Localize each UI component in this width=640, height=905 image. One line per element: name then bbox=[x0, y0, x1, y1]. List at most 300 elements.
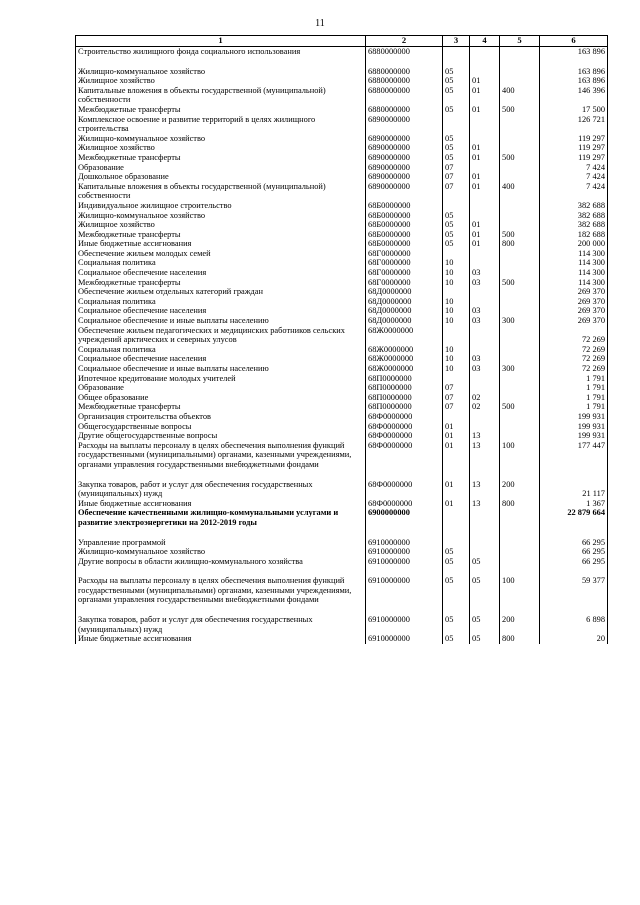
row-section: 05 bbox=[443, 615, 470, 634]
row-code: 6890000000 bbox=[366, 143, 443, 153]
table-row bbox=[76, 306, 608, 316]
table-row bbox=[76, 105, 608, 115]
row-amount: 126 721 bbox=[540, 115, 608, 134]
row-name: Межбюджетные трансферты bbox=[76, 105, 366, 115]
table-row bbox=[76, 354, 608, 364]
row-subsection: 01 bbox=[470, 76, 500, 86]
table-row bbox=[76, 220, 608, 230]
table-row bbox=[76, 134, 608, 144]
row-subsection bbox=[470, 547, 500, 557]
table-row bbox=[76, 499, 608, 509]
row-expense-type: 500 bbox=[500, 278, 540, 288]
row-section bbox=[443, 374, 470, 384]
row-subsection bbox=[470, 538, 500, 548]
spacer-cell bbox=[470, 528, 500, 538]
row-amount: 72 269 bbox=[540, 345, 608, 355]
row-subsection: 13 bbox=[470, 499, 500, 509]
row-subsection bbox=[470, 374, 500, 384]
row-amount: 382 688 bbox=[540, 220, 608, 230]
row-section bbox=[443, 115, 470, 134]
row-amount: 199 931 bbox=[540, 431, 608, 441]
row-section: 05 bbox=[443, 230, 470, 240]
row-subsection bbox=[470, 249, 500, 259]
row-name: Социальная политика bbox=[76, 345, 366, 355]
row-name: Социальное обеспечение и иные выплаты населению bbox=[76, 364, 366, 374]
table-row bbox=[76, 441, 608, 470]
spacer-cell bbox=[500, 470, 540, 480]
row-amount: 114 300 bbox=[540, 278, 608, 288]
row-subsection: 01 bbox=[470, 143, 500, 153]
row-subsection: 01 bbox=[470, 86, 500, 105]
row-subsection bbox=[470, 115, 500, 134]
spacer-cell bbox=[540, 470, 608, 480]
spacer-cell bbox=[540, 528, 608, 538]
row-name: Жилищное хозяйство bbox=[76, 220, 366, 230]
row-code: 68Г0000000 bbox=[366, 278, 443, 288]
row-section: 07 bbox=[443, 163, 470, 173]
row-expense-type: 200 bbox=[500, 615, 540, 634]
row-expense-type bbox=[500, 163, 540, 173]
column-header: 6 bbox=[540, 36, 608, 47]
row-amount: 163 896 bbox=[540, 76, 608, 86]
row-expense-type bbox=[500, 172, 540, 182]
table-row bbox=[76, 297, 608, 307]
row-expense-type bbox=[500, 431, 540, 441]
row-section: 07 bbox=[443, 383, 470, 393]
row-code: 68Д0000000 bbox=[366, 297, 443, 307]
row-expense-type bbox=[500, 393, 540, 403]
row-expense-type bbox=[500, 374, 540, 384]
row-expense-type bbox=[500, 412, 540, 422]
row-amount: 7 424 bbox=[540, 163, 608, 173]
row-section bbox=[443, 508, 470, 527]
row-section: 05 bbox=[443, 239, 470, 249]
spacer-row bbox=[76, 57, 608, 67]
row-subsection: 03 bbox=[470, 268, 500, 278]
spacer-cell bbox=[540, 605, 608, 615]
row-code: 68Ф0000000 bbox=[366, 422, 443, 432]
row-subsection: 01 bbox=[470, 220, 500, 230]
row-name: Иные бюджетные ассигнования bbox=[76, 239, 366, 249]
table-row bbox=[76, 211, 608, 221]
row-name: Комплексное освоение и развитие территорий в целях жилищного строительства bbox=[76, 115, 366, 134]
row-code: 68Д0000000 bbox=[366, 316, 443, 326]
row-section: 01 bbox=[443, 422, 470, 432]
table-row bbox=[76, 547, 608, 557]
row-code: 68Ф0000000 bbox=[366, 431, 443, 441]
row-subsection: 01 bbox=[470, 239, 500, 249]
row-expense-type bbox=[500, 354, 540, 364]
row-amount: 163 896 bbox=[540, 67, 608, 77]
row-code: 6890000000 bbox=[366, 172, 443, 182]
row-expense-type bbox=[500, 287, 540, 297]
row-expense-type bbox=[500, 220, 540, 230]
row-amount: 177 447 bbox=[540, 441, 608, 470]
row-code: 6880000000 bbox=[366, 76, 443, 86]
table-row bbox=[76, 431, 608, 441]
table-row bbox=[76, 538, 608, 548]
row-expense-type: 500 bbox=[500, 230, 540, 240]
row-subsection: 05 bbox=[470, 615, 500, 634]
row-subsection bbox=[470, 67, 500, 77]
row-section: 05 bbox=[443, 576, 470, 605]
row-name: Социальное обеспечение населения bbox=[76, 306, 366, 316]
row-code: 6880000000 bbox=[366, 47, 443, 57]
table-row bbox=[76, 615, 608, 634]
row-expense-type bbox=[500, 422, 540, 432]
row-name: Капитальные вложения в объекты государственной (муниципальной) собственности bbox=[76, 86, 366, 105]
row-name: Межбюджетные трансферты bbox=[76, 278, 366, 288]
table-row bbox=[76, 153, 608, 163]
row-amount: 114 300 bbox=[540, 268, 608, 278]
row-section: 05 bbox=[443, 547, 470, 557]
row-name: Социальное обеспечение и иные выплаты населению bbox=[76, 316, 366, 326]
row-expense-type bbox=[500, 134, 540, 144]
row-amount: 119 297 bbox=[540, 153, 608, 163]
spacer-cell bbox=[500, 528, 540, 538]
row-section: 05 bbox=[443, 76, 470, 86]
row-name: Социальная политика bbox=[76, 258, 366, 268]
budget-table bbox=[75, 35, 608, 644]
row-section: 07 bbox=[443, 393, 470, 403]
table-row bbox=[76, 86, 608, 105]
row-expense-type: 300 bbox=[500, 364, 540, 374]
spacer-cell bbox=[443, 57, 470, 67]
row-expense-type bbox=[500, 76, 540, 86]
row-expense-type bbox=[500, 306, 540, 316]
row-section: 10 bbox=[443, 316, 470, 326]
row-name: Расходы на выплаты персоналу в целях обеспечения выполнения функций государственными (муниципальными) органами, казенными учреждениями, органами управления государственными внебюджетными фондами bbox=[76, 441, 366, 470]
row-section: 10 bbox=[443, 306, 470, 316]
spacer-cell bbox=[366, 470, 443, 480]
spacer-cell bbox=[540, 57, 608, 67]
row-expense-type bbox=[500, 143, 540, 153]
row-code: 6910000000 bbox=[366, 557, 443, 567]
spacer-cell bbox=[366, 57, 443, 67]
spacer-cell bbox=[470, 605, 500, 615]
row-section bbox=[443, 201, 470, 211]
row-expense-type: 800 bbox=[500, 634, 540, 644]
row-section: 10 bbox=[443, 297, 470, 307]
row-amount: 66 295 bbox=[540, 538, 608, 548]
row-subsection: 03 bbox=[470, 278, 500, 288]
table-row bbox=[76, 345, 608, 355]
row-amount: 182 688 bbox=[540, 230, 608, 240]
table-row bbox=[76, 393, 608, 403]
row-expense-type bbox=[500, 345, 540, 355]
row-name: Обеспечение качественными жилищно-коммунальными услугами и развитие электроэнергетики на 2012-2019 годы bbox=[76, 508, 366, 527]
row-amount: 114 300 bbox=[540, 258, 608, 268]
spacer-row bbox=[76, 470, 608, 480]
row-expense-type: 800 bbox=[500, 239, 540, 249]
row-name: Дошкольное образование bbox=[76, 172, 366, 182]
spacer-cell bbox=[76, 470, 366, 480]
row-name: Образование bbox=[76, 163, 366, 173]
row-code: 6910000000 bbox=[366, 615, 443, 634]
row-code: 68Б0000000 bbox=[366, 230, 443, 240]
row-name: Капитальные вложения в объекты государственной (муниципальной) собственности bbox=[76, 182, 366, 201]
row-section: 07 bbox=[443, 182, 470, 201]
spacer-cell bbox=[366, 528, 443, 538]
row-section: 01 bbox=[443, 499, 470, 509]
row-section: 01 bbox=[443, 480, 470, 499]
row-name: Межбюджетные трансферты bbox=[76, 153, 366, 163]
spacer-cell bbox=[443, 528, 470, 538]
row-code: 68Г0000000 bbox=[366, 258, 443, 268]
row-expense-type bbox=[500, 508, 540, 527]
row-amount: 7 424 bbox=[540, 172, 608, 182]
row-code: 6890000000 bbox=[366, 163, 443, 173]
row-amount: 72 269 bbox=[540, 364, 608, 374]
row-code: 68Б0000000 bbox=[366, 239, 443, 249]
row-code: 68Ж0000000 bbox=[366, 326, 443, 345]
row-amount: 163 896 bbox=[540, 47, 608, 57]
row-expense-type: 400 bbox=[500, 86, 540, 105]
row-amount: 1 791 bbox=[540, 393, 608, 403]
table-row bbox=[76, 326, 608, 345]
table-row bbox=[76, 557, 608, 567]
row-subsection bbox=[470, 134, 500, 144]
table-row bbox=[76, 287, 608, 297]
row-code: 6910000000 bbox=[366, 576, 443, 605]
table-row bbox=[76, 172, 608, 182]
row-section bbox=[443, 538, 470, 548]
spacer-row bbox=[76, 605, 608, 615]
row-name: Жилищное хозяйство bbox=[76, 76, 366, 86]
row-name: Иные бюджетные ассигнования bbox=[76, 499, 366, 509]
spacer-cell bbox=[443, 470, 470, 480]
row-subsection: 03 bbox=[470, 354, 500, 364]
row-expense-type: 100 bbox=[500, 441, 540, 470]
table-row bbox=[76, 239, 608, 249]
row-code: 6890000000 bbox=[366, 182, 443, 201]
row-code: 6880000000 bbox=[366, 105, 443, 115]
row-code: 68Б0000000 bbox=[366, 220, 443, 230]
row-name: Общее образование bbox=[76, 393, 366, 403]
row-name: Жилищно-коммунальное хозяйство bbox=[76, 547, 366, 557]
row-code: 68П0000000 bbox=[366, 374, 443, 384]
spacer-cell bbox=[366, 566, 443, 576]
row-subsection bbox=[470, 383, 500, 393]
row-section: 05 bbox=[443, 143, 470, 153]
table-row bbox=[76, 634, 608, 644]
row-name: Жилищно-коммунальное хозяйство bbox=[76, 134, 366, 144]
row-subsection: 05 bbox=[470, 576, 500, 605]
row-section: 07 bbox=[443, 402, 470, 412]
spacer-cell bbox=[470, 57, 500, 67]
row-amount: 72 269 bbox=[540, 326, 608, 345]
row-subsection: 02 bbox=[470, 393, 500, 403]
row-amount: 1 791 bbox=[540, 374, 608, 384]
table-row bbox=[76, 143, 608, 153]
row-amount: 21 117 bbox=[540, 480, 608, 499]
row-name: Жилищно-коммунальное хозяйство bbox=[76, 67, 366, 77]
row-amount: 22 879 664 bbox=[540, 508, 608, 527]
row-section: 01 bbox=[443, 431, 470, 441]
table-row bbox=[76, 47, 608, 57]
row-expense-type bbox=[500, 67, 540, 77]
row-expense-type bbox=[500, 268, 540, 278]
spacer-row bbox=[76, 528, 608, 538]
row-subsection: 05 bbox=[470, 634, 500, 644]
row-subsection: 03 bbox=[470, 306, 500, 316]
row-subsection: 01 bbox=[470, 172, 500, 182]
table-row bbox=[76, 402, 608, 412]
row-expense-type bbox=[500, 538, 540, 548]
row-code: 6910000000 bbox=[366, 634, 443, 644]
row-amount: 382 688 bbox=[540, 201, 608, 211]
row-code: 68Б0000000 bbox=[366, 211, 443, 221]
table-row bbox=[76, 268, 608, 278]
spacer-cell bbox=[500, 57, 540, 67]
row-section: 07 bbox=[443, 172, 470, 182]
table-row bbox=[76, 508, 608, 527]
row-section: 05 bbox=[443, 153, 470, 163]
column-header: 4 bbox=[470, 36, 500, 47]
row-expense-type: 200 bbox=[500, 480, 540, 499]
column-header: 5 bbox=[500, 36, 540, 47]
row-code: 68Ж0000000 bbox=[366, 364, 443, 374]
row-code: 68П0000000 bbox=[366, 393, 443, 403]
row-amount: 119 297 bbox=[540, 134, 608, 144]
row-subsection: 01 bbox=[470, 182, 500, 201]
row-code: 68Ф0000000 bbox=[366, 499, 443, 509]
row-amount: 66 295 bbox=[540, 547, 608, 557]
row-expense-type: 500 bbox=[500, 153, 540, 163]
row-code: 68Г0000000 bbox=[366, 249, 443, 259]
row-name: Образование bbox=[76, 383, 366, 393]
row-section bbox=[443, 249, 470, 259]
row-expense-type: 500 bbox=[500, 402, 540, 412]
row-section bbox=[443, 47, 470, 57]
row-expense-type: 500 bbox=[500, 105, 540, 115]
row-section: 05 bbox=[443, 220, 470, 230]
row-subsection bbox=[470, 258, 500, 268]
row-subsection: 03 bbox=[470, 316, 500, 326]
row-name: Индивидуальное жилищное строительство bbox=[76, 201, 366, 211]
table-row bbox=[76, 258, 608, 268]
row-subsection: 03 bbox=[470, 364, 500, 374]
row-expense-type bbox=[500, 326, 540, 345]
spacer-cell bbox=[76, 566, 366, 576]
table-row bbox=[76, 422, 608, 432]
column-header: 1 bbox=[76, 36, 366, 47]
row-expense-type: 400 bbox=[500, 182, 540, 201]
row-expense-type bbox=[500, 201, 540, 211]
row-subsection: 01 bbox=[470, 105, 500, 115]
row-section: 05 bbox=[443, 105, 470, 115]
table-row bbox=[76, 230, 608, 240]
table-row bbox=[76, 374, 608, 384]
row-section: 10 bbox=[443, 268, 470, 278]
row-subsection bbox=[470, 47, 500, 57]
row-expense-type bbox=[500, 383, 540, 393]
row-section: 10 bbox=[443, 364, 470, 374]
row-section bbox=[443, 326, 470, 345]
row-subsection bbox=[470, 508, 500, 527]
table-row bbox=[76, 364, 608, 374]
row-name: Закупка товаров, работ и услуг для обеспечения государственных (муниципальных) нужд bbox=[76, 480, 366, 499]
table-row bbox=[76, 163, 608, 173]
row-amount: 200 000 bbox=[540, 239, 608, 249]
row-expense-type bbox=[500, 297, 540, 307]
row-amount: 119 297 bbox=[540, 143, 608, 153]
row-subsection: 05 bbox=[470, 557, 500, 567]
row-code: 6880000000 bbox=[366, 67, 443, 77]
row-section: 05 bbox=[443, 211, 470, 221]
row-section bbox=[443, 287, 470, 297]
row-amount: 269 370 bbox=[540, 306, 608, 316]
row-name: Закупка товаров, работ и услуг для обеспечения государственных (муниципальных) нужд bbox=[76, 615, 366, 634]
row-amount: 1 367 bbox=[540, 499, 608, 509]
row-amount: 269 370 bbox=[540, 297, 608, 307]
row-section: 10 bbox=[443, 345, 470, 355]
spacer-cell bbox=[443, 566, 470, 576]
spacer-cell bbox=[76, 605, 366, 615]
row-amount: 114 300 bbox=[540, 249, 608, 259]
row-subsection: 13 bbox=[470, 441, 500, 470]
row-code: 68Ф0000000 bbox=[366, 412, 443, 422]
table-row bbox=[76, 115, 608, 134]
row-amount: 146 396 bbox=[540, 86, 608, 105]
row-subsection bbox=[470, 287, 500, 297]
row-name: Социальное обеспечение населения bbox=[76, 354, 366, 364]
table-row bbox=[76, 383, 608, 393]
table-row bbox=[76, 249, 608, 259]
spacer-cell bbox=[366, 605, 443, 615]
row-expense-type bbox=[500, 258, 540, 268]
row-code: 68Ф0000000 bbox=[366, 480, 443, 499]
row-amount: 269 370 bbox=[540, 316, 608, 326]
row-expense-type bbox=[500, 47, 540, 57]
row-code: 6900000000 bbox=[366, 508, 443, 527]
row-name: Межбюджетные трансферты bbox=[76, 402, 366, 412]
table-row bbox=[76, 201, 608, 211]
row-subsection: 01 bbox=[470, 153, 500, 163]
row-expense-type bbox=[500, 211, 540, 221]
row-amount: 20 bbox=[540, 634, 608, 644]
row-amount: 1 791 bbox=[540, 402, 608, 412]
row-name: Другие вопросы в области жилищно-коммунального хозяйства bbox=[76, 557, 366, 567]
row-expense-type bbox=[500, 115, 540, 134]
row-subsection bbox=[470, 211, 500, 221]
row-subsection: 13 bbox=[470, 431, 500, 441]
row-section: 05 bbox=[443, 557, 470, 567]
row-expense-type bbox=[500, 557, 540, 567]
row-code: 68Ж0000000 bbox=[366, 354, 443, 364]
row-code: 68Ж0000000 bbox=[366, 345, 443, 355]
row-amount: 17 500 bbox=[540, 105, 608, 115]
row-name: Иные бюджетные ассигнования bbox=[76, 634, 366, 644]
row-amount: 199 931 bbox=[540, 412, 608, 422]
row-subsection: 13 bbox=[470, 480, 500, 499]
row-section: 05 bbox=[443, 86, 470, 105]
row-expense-type bbox=[500, 547, 540, 557]
row-code: 68П0000000 bbox=[366, 383, 443, 393]
row-name: Жилищное хозяйство bbox=[76, 143, 366, 153]
row-name: Ипотечное кредитование молодых учителей bbox=[76, 374, 366, 384]
spacer-cell bbox=[76, 57, 366, 67]
row-section: 05 bbox=[443, 634, 470, 644]
row-name: Жилищно-коммунальное хозяйство bbox=[76, 211, 366, 221]
row-code: 68Б0000000 bbox=[366, 201, 443, 211]
row-code: 6890000000 bbox=[366, 134, 443, 144]
row-code: 68Д0000000 bbox=[366, 306, 443, 316]
row-section: 01 bbox=[443, 441, 470, 470]
table-row bbox=[76, 576, 608, 605]
row-expense-type: 300 bbox=[500, 316, 540, 326]
row-subsection bbox=[470, 326, 500, 345]
